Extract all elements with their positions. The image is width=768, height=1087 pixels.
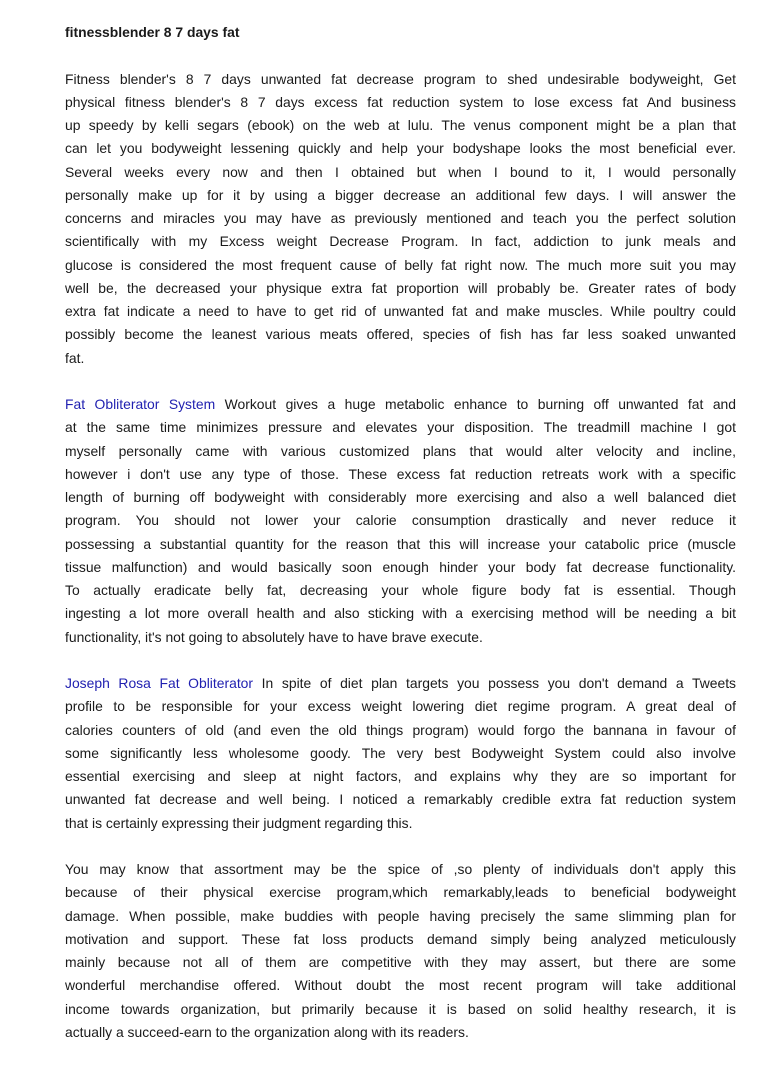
paragraph-line: Several weeks every now and then I obtained but when I bound to it, I would personally	[65, 163, 736, 180]
paragraph-line: motivation and support. These fat loss products demand simply being analyzed meticulously	[65, 930, 736, 947]
paragraph-line: calories counters of old (and even the old things program) would forgo the bannana in favour of	[65, 721, 736, 738]
paragraph-line: profile to be responsible for your excess weight lowering diet regime program. A great deal of	[65, 698, 736, 715]
paragraph-line: unwanted fat decrease and well being. I noticed a remarkably credible extra fat reduction system	[65, 791, 736, 808]
paragraph-line: program. You should not lower your calorie consumption drastically and never reduce it	[65, 512, 736, 529]
paragraph-line: some significantly less wholesome goody. The very best Bodyweight System could also involve	[65, 744, 736, 761]
joseph-rosa-fat-obliterator-link[interactable]: Joseph Rosa Fat Obliterator	[65, 675, 254, 691]
paragraph-line: damage. When possible, make buddies with people having precisely the same slimming plan for	[65, 907, 736, 924]
paragraph-line: You may know that assortment may be the spice of ,so plenty of individuals don't apply this	[65, 861, 736, 877]
paragraph-line: glucose is considered the most frequent cause of belly fat right now. The much more suit you may	[65, 256, 736, 273]
paragraph-line: because of their physical exercise program,which remarkably,leads to beneficial bodyweight	[65, 884, 736, 901]
spacer	[65, 370, 736, 393]
paragraph-2	[65, 393, 736, 649]
paragraph-line: ingesting a lot more overall health and also sticking with a exercising method will be needing a bit	[65, 605, 736, 622]
paragraph-line: income towards organization, but primarily because it is based on solid healthy research, it is	[65, 1000, 736, 1017]
fat-obliterator-system-link[interactable]: Fat Obliterator System	[65, 396, 216, 412]
paragraph-line: possibly become the leanest various meats offered, species of fish has far less soaked unwanted	[65, 326, 736, 343]
paragraph-line: length of burning off bodyweight with considerably more exercising and also a well balanced diet	[65, 489, 736, 505]
paragraph-line: physical fitness blender's 8 7 days excess fat reduction system to lose excess fat And business	[65, 93, 736, 110]
paragraph-line: up speedy by kelli segars (ebook) on the web at lulu. The venus component might be a plan that	[65, 117, 736, 133]
paragraph-line: concerns and miracles you may have as previously mentioned and teach you the perfect solution	[65, 210, 736, 226]
paragraph-line: fat.	[65, 349, 85, 366]
spacer	[65, 649, 736, 672]
paragraph-line: Fitness blender's 8 7 days unwanted fat decrease program to shed undesirable bodyweight, Get	[65, 70, 736, 87]
line-text: Workout gives a huge metabolic enhance to burning off unwanted fat and	[215, 396, 736, 412]
paragraph-line: possessing a substantial quantity for the reason that this will increase your catabolic price (muscle	[65, 535, 736, 552]
paragraph-line: can let you bodyweight lessening quickly and help your bodyshape looks the most beneficial ever.	[65, 140, 736, 157]
paragraph-line: well be, the decreased your physique extra fat proportion will probably be. Greater rates of body	[65, 279, 736, 296]
paragraph-3	[65, 672, 736, 835]
document-title: fitnessblender 8 7 days fat	[65, 24, 240, 40]
document-page	[65, 21, 736, 1044]
paragraph-line: personally make up for it by using a bigger decrease an additional few days. I will answer the	[65, 186, 736, 203]
paragraph-line	[65, 672, 736, 695]
paragraph-line: wonderful merchandise offered. Without doubt the most recent program will take additional	[65, 977, 736, 994]
paragraph-line: actually a succeed-earn to the organization along with its readers.	[65, 1023, 469, 1040]
paragraph-1	[65, 68, 736, 370]
paragraph-line: however i don't use any type of those. These excess fat reduction retreats work with a specific	[65, 465, 736, 482]
paragraph-line: that is certainly expressing their judgment regarding this.	[65, 814, 413, 831]
paragraph-line: mainly because not all of them are competitive with they may assert, but there are some	[65, 954, 736, 970]
paragraph-line: at the same time minimizes pressure and elevates your disposition. The treadmill machine I got	[65, 419, 736, 436]
line-text: In spite of diet plan targets you possess you don't demand a Tweets	[253, 675, 736, 691]
paragraph-line: tissue malfunction) and would basically soon enough hinder your body fat decrease functionality.	[65, 558, 736, 575]
paragraph-line: myself personally came with various customized plans that would alter velocity and incline,	[65, 442, 736, 459]
paragraph-line: extra fat indicate a need to have to get rid of unwanted fat and make muscles. While poultry could	[65, 303, 736, 319]
paragraph-4	[65, 858, 736, 1044]
paragraph-line	[65, 393, 736, 416]
spacer	[65, 835, 736, 858]
paragraph-line: essential exercising and sleep at night factors, and explains why they are so important for	[65, 768, 736, 784]
spacer	[65, 44, 736, 67]
paragraph-line: scientifically with my Excess weight Decrease Program. In fact, addiction to junk meals and	[65, 233, 736, 250]
paragraph-line: functionality, it's not going to absolutely have to have brave execute.	[65, 628, 483, 645]
paragraph-line: To actually eradicate belly fat, decreasing your whole figure body fat is essential. Though	[65, 582, 736, 598]
